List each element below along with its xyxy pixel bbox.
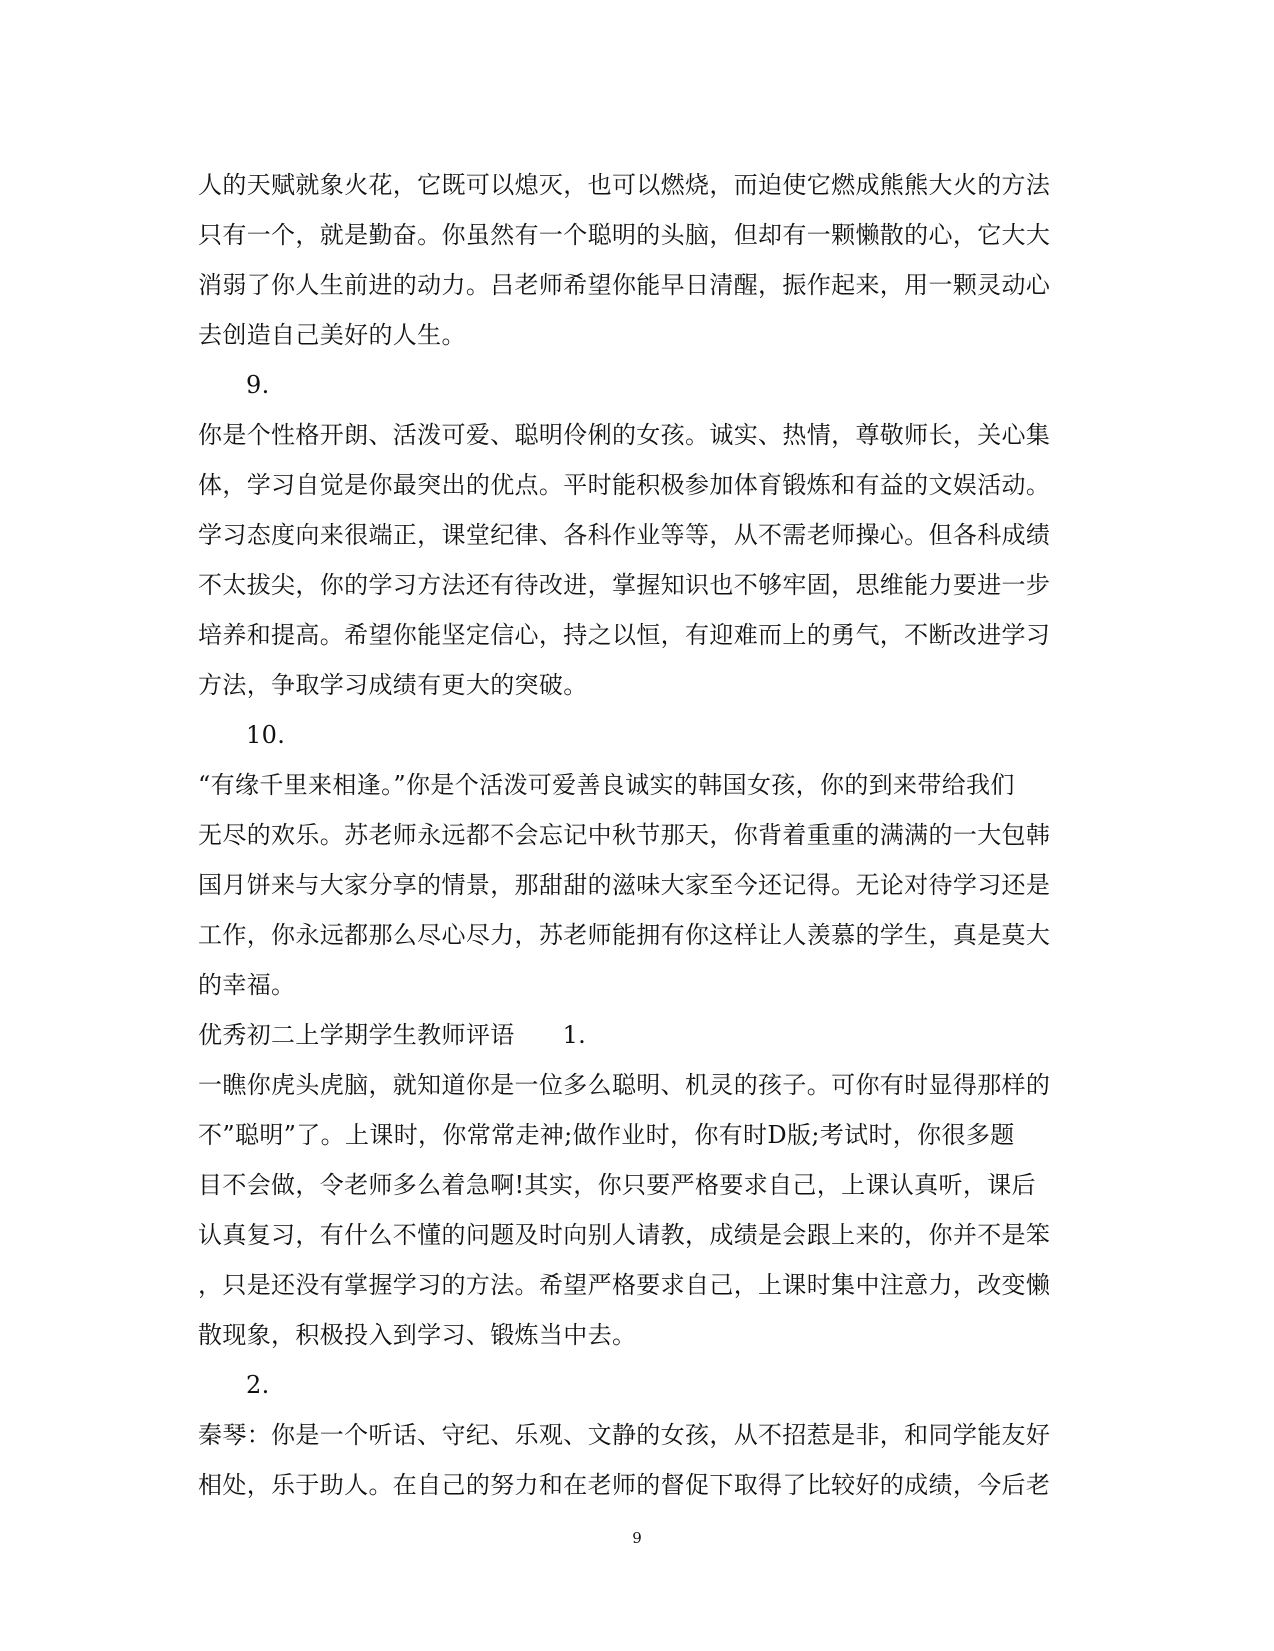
text-line: 人的天赋就象火花，它既可以熄灭，也可以燃烧，而迫使它燃成熊熊大火的方法 xyxy=(198,171,1051,199)
text-line: 你是个性格开朗、活泼可爱、聪明伶俐的女孩。诚实、热情，尊敬师长，关心集 xyxy=(198,421,1051,449)
text-line: 不”聪明”了。上课时，你常常走神;做作业时，你有时D版;考试时，你很多题 xyxy=(198,1121,1015,1149)
text-line: 认真复习，有什么不懂的问题及时向别人请教，成绩是会跟上来的，你并不是笨 xyxy=(198,1221,1051,1249)
text-line: 目不会做，令老师多么着急啊!其实，你只要严格要求自己，上课认真听，课后 xyxy=(198,1171,1036,1199)
item-number: 10. xyxy=(246,721,286,749)
text-line: “有缘千里来相逢。”你是个活泼可爱善良诚实的韩国女孩，你的到来带给我们 xyxy=(198,771,1015,799)
text-line: 培养和提高。希望你能坚定信心，持之以恒，有迎难而上的勇气，不断改进学习 xyxy=(198,621,1051,649)
text-line: 相处，乐于助人。在自己的努力和在老师的督促下取得了比较好的成绩，今后老 xyxy=(198,1471,1051,1499)
page-number: 9 xyxy=(632,1529,642,1547)
text-line: 一瞧你虎头虎脑，就知道你是一位多么聪明、机灵的孩子。可你有时显得那样的 xyxy=(198,1071,1051,1099)
text-line: 只有一个，就是勤奋。你虽然有一个聪明的头脑，但却有一颗懒散的心，它大大 xyxy=(198,221,1051,249)
item-number: 1. xyxy=(562,1021,587,1049)
text-line: ，只是还没有掌握学习的方法。希望严格要求自己，上课时集中注意力，改变懒 xyxy=(198,1271,1051,1299)
text-line: 国月饼来与大家分享的情景，那甜甜的滋味大家至今还记得。无论对待学习还是 xyxy=(198,871,1051,899)
text-line: 的幸福。 xyxy=(198,971,296,999)
text-line: 散现象，积极投入到学习、锻炼当中去。 xyxy=(198,1321,637,1349)
item-number: 9. xyxy=(246,371,270,399)
text-line: 去创造自己美好的人生。 xyxy=(198,321,466,349)
text-line: 消弱了你人生前进的动力。吕老师希望你能早日清醒，振作起来，用一颗灵动心 xyxy=(198,271,1051,299)
text-line: 不太拔尖，你的学习方法还有待改进，掌握知识也不够牢固，思维能力要进一步 xyxy=(198,571,1051,599)
text-line: 方法，争取学习成绩有更大的突破。 xyxy=(198,671,588,699)
text-line: 学习态度向来很端正，课堂纪律、各科作业等等，从不需老师操心。但各科成绩 xyxy=(198,521,1051,549)
text-line: 无尽的欢乐。苏老师永远都不会忘记中秋节那天，你背着重重的满满的一大包韩 xyxy=(198,821,1051,849)
section-heading: 优秀初二上学期学生教师评语 xyxy=(198,1021,515,1049)
text-line: 体，学习自觉是你最突出的优点。平时能积极参加体育锻炼和有益的文娱活动。 xyxy=(198,471,1051,499)
text-line: 工作，你永远都那么尽心尽力，苏老师能拥有你这样让人羡慕的学生，真是莫大 xyxy=(198,921,1051,949)
item-number: 2. xyxy=(246,1371,270,1399)
document-body xyxy=(198,160,1080,1510)
section-heading-line xyxy=(198,1010,1080,1060)
text-line: 秦琴：你是一个听话、守纪、乐观、文静的女孩，从不招惹是非，和同学能友好 xyxy=(198,1421,1051,1449)
